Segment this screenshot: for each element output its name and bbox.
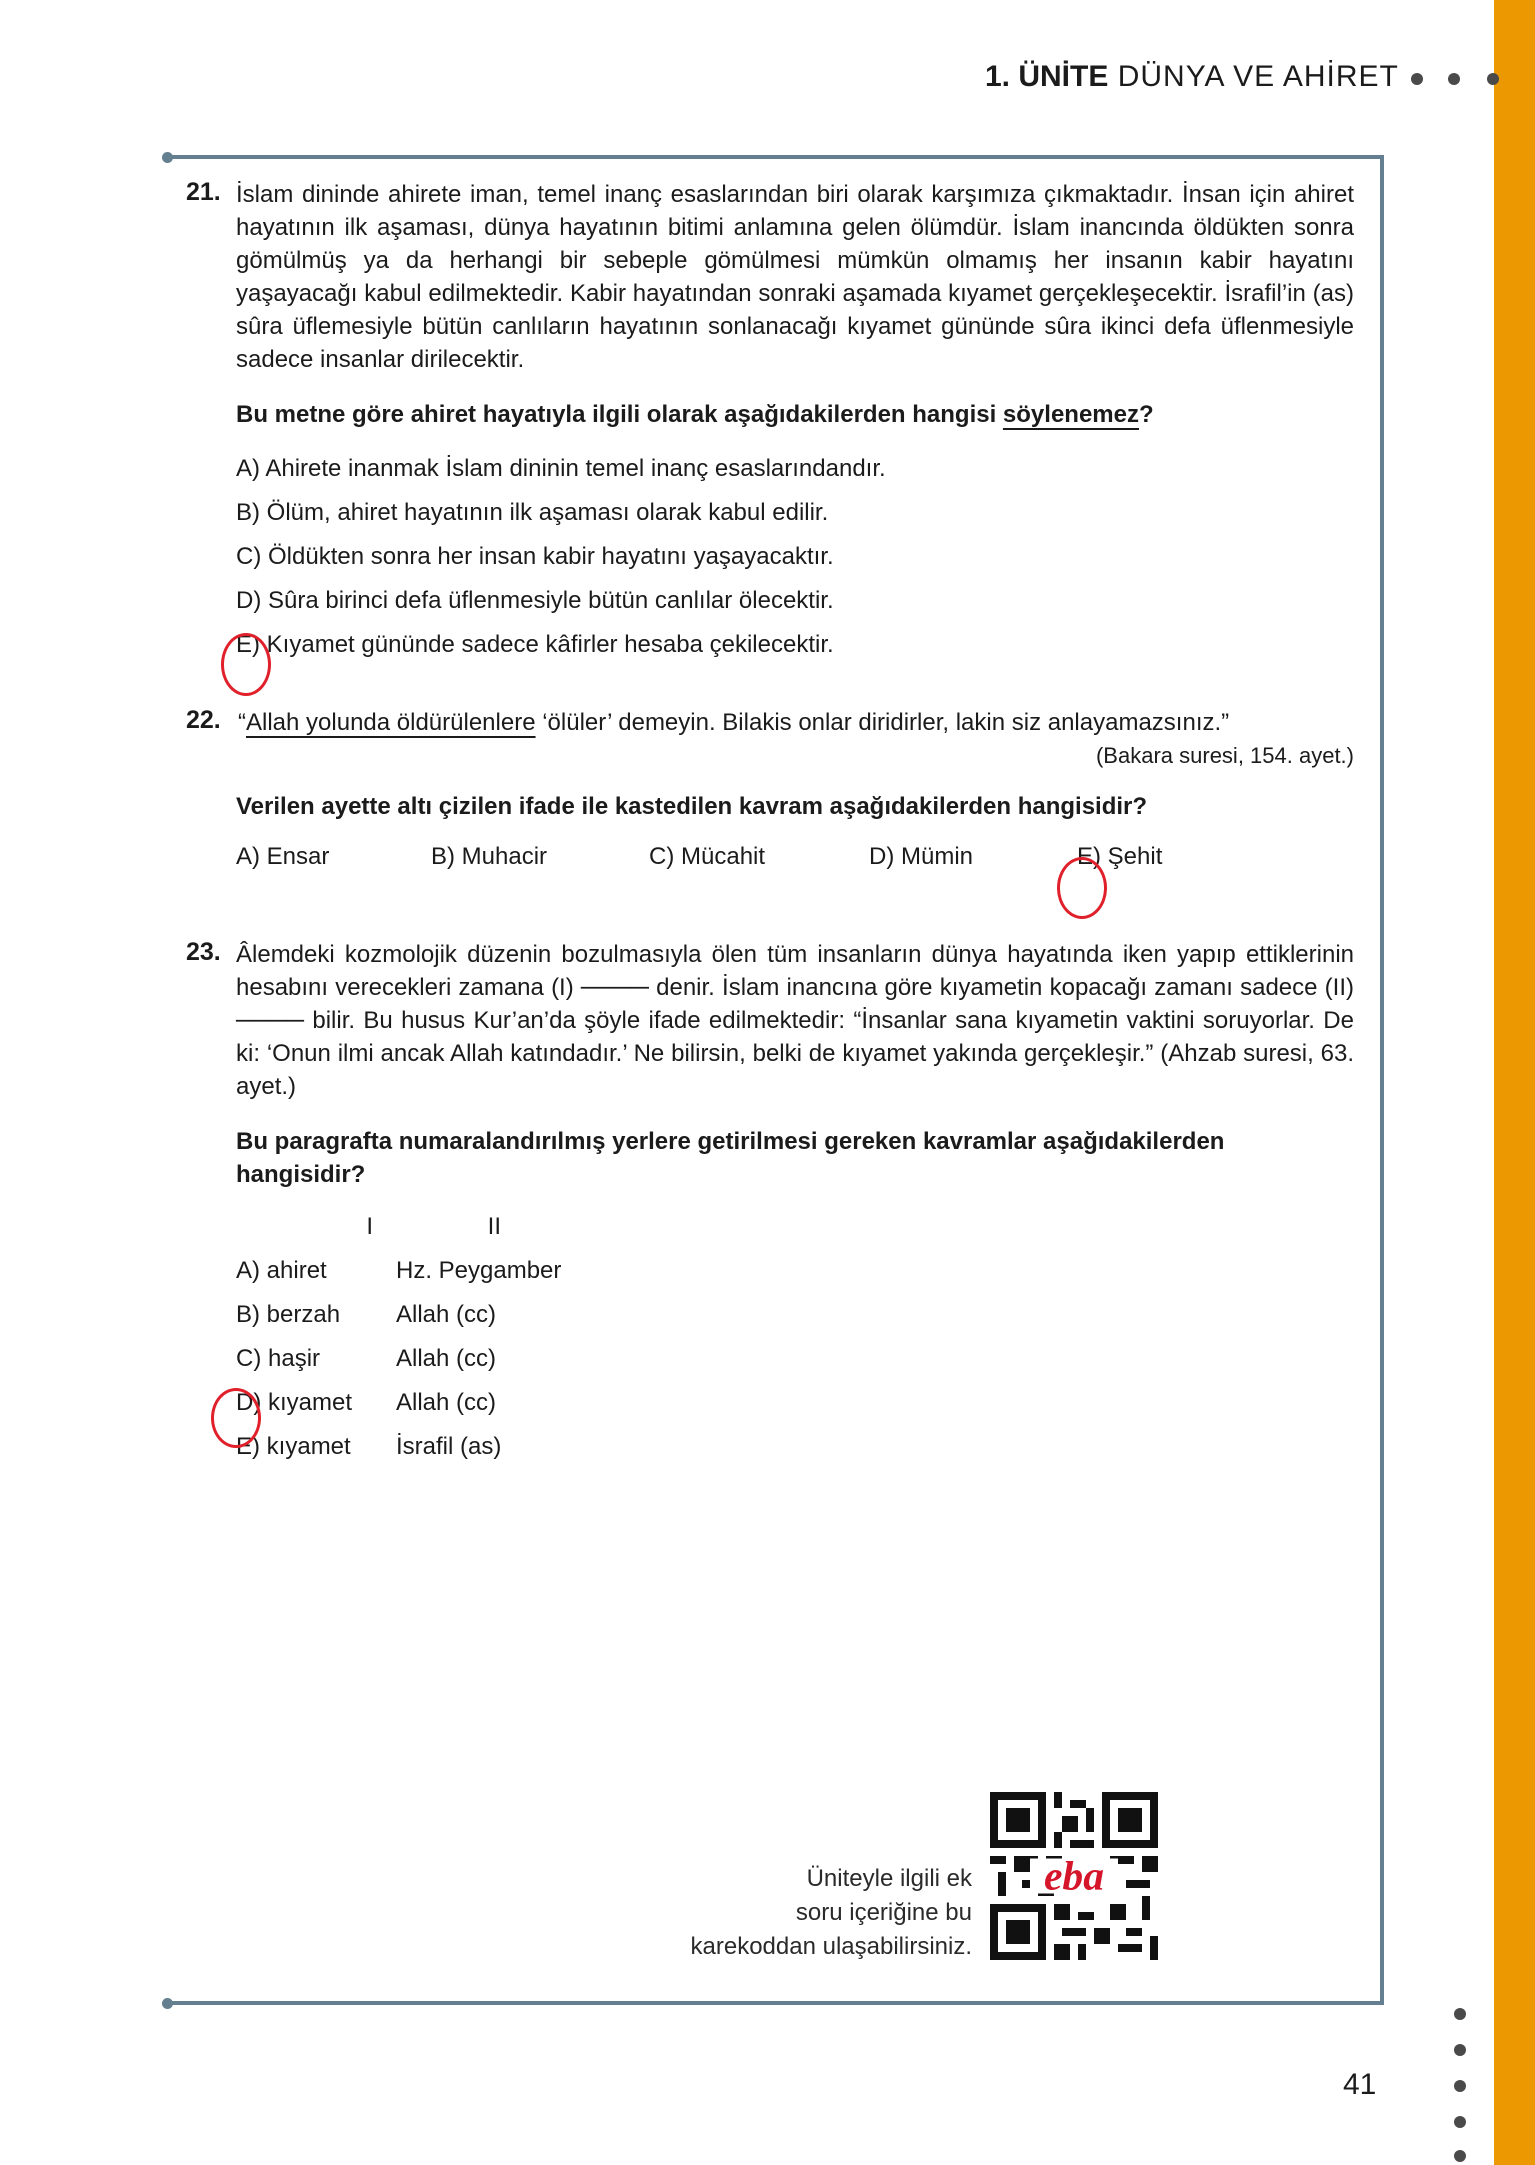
orange-side-bar — [1494, 0, 1535, 2165]
question-stem: Bu paragrafta numaralandırılmış yerlere getirilmesi gereken kavramlar aşağıdakilerden hangisidir? — [236, 1128, 1225, 1188]
question-21 — [186, 178, 1354, 667]
option-c[interactable]: C) haşir Allah (cc) — [236, 1345, 497, 1372]
question-number: 21. — [186, 178, 221, 206]
option-a[interactable]: A) ahiret Hz. Peygamber — [236, 1257, 562, 1284]
question-number: 22. — [186, 706, 221, 734]
option-b[interactable]: B) berzah Allah (cc) — [236, 1301, 497, 1328]
question-22 — [186, 706, 1354, 879]
frame-top-line — [168, 155, 1384, 159]
qr-note: Üniteyle ilgili ek soru içeriğine bu karekoddan ulaşabilirsiniz. — [690, 1865, 972, 1960]
options-table — [236, 1205, 1354, 1469]
answer-mark-circle-icon — [211, 1388, 261, 1448]
question-text: İslam dininde ahirete iman, temel inanç esaslarından biri olarak karşımıza çıkmaktadır. İnsan için ahiret hayatının ilk aşaması, dünya hayatının bitimi anlamına gelen ölümdür. İslam inancında öldükten sonra gömülmüş ya da herhangi bir sebeple gömülmesi mümkün olmamış her insanın kabir hayatını yaşayacağı kabul edilmektedir. Kabir hayatından sonraki aşamada kıyamet gerçekleşecektir. İsrafil’in (as) sûra üflemesiyle bütün canlıların hayatının sonlanacağı kıyamet gününde sûra ikinci defa üflenmesiyle sadece insanlar dirilecektir. — [236, 181, 1354, 373]
column-headers: I II — [366, 1213, 501, 1240]
frame-right-line — [1380, 155, 1384, 2005]
footer-dot-icon — [1454, 2080, 1466, 2092]
option-e[interactable]: E) Şehit — [1077, 843, 1163, 870]
option-d[interactable]: D) kıyamet Allah (cc) — [236, 1389, 497, 1416]
footer-dot-icon — [1454, 2008, 1466, 2020]
option-c[interactable]: C) Öldükten sonra her insan kabir hayatını yaşayacaktır. — [236, 543, 834, 570]
options-list — [236, 447, 1354, 667]
underlined-phrase: Allah yolunda öldürülenlere — [246, 709, 536, 736]
option-e[interactable]: E) Kıyamet gününde sadece kâfirler hesaba çekilecektir. — [236, 631, 834, 658]
option-b[interactable]: B) Ölüm, ahiret hayatının ilk aşaması olarak kabul edilir. — [236, 499, 829, 526]
header-dot-icon — [1487, 73, 1499, 85]
option-a[interactable]: A) Ensar — [236, 843, 330, 870]
option-d[interactable]: D) Mümin — [869, 843, 974, 870]
verse-source: (Bakara suresi, 154. ayet.) — [1095, 743, 1354, 768]
answer-mark-circle-icon — [1057, 857, 1107, 919]
question-stem: Bu metne göre ahiret hayatıyla ilgili olarak aşağıdakilerden hangisi söylenemez? — [236, 401, 1154, 428]
footer-dot-icon — [1454, 2116, 1466, 2128]
header-dot-icon — [1448, 73, 1460, 85]
page-number: 41 — [1343, 2068, 1377, 2101]
unit-number: 1. ÜNİTE — [985, 60, 1109, 93]
footer-dot-icon — [1454, 2044, 1466, 2056]
svg-text:eba: eba — [1043, 1852, 1105, 1899]
question-number: 23. — [186, 938, 221, 966]
answer-mark-circle-icon — [221, 633, 271, 696]
question-23 — [186, 938, 1354, 1469]
options-list — [236, 835, 1354, 879]
option-b[interactable]: B) Muhacir — [431, 843, 548, 870]
option-a[interactable]: A) Ahirete inanmak İslam dininin temel inanç esaslarındandır. — [236, 455, 886, 482]
question-text: Âlemdeki kozmolojik düzenin bozulmasıyla ölen tüm insanların dünya hayatında iken yapıp ettiklerinin hesabını verecekleri zamana (I) ──── denir. İslam inancına göre kıyametin kopacağı zamanı sadece (II) ──── bilir. Bu husus Kur’an’da şöyle ifade edilmektedir: “İnsanlar sana kıyametin vaktini soruyorlar. De ki: ‘Onun ilmi ancak Allah katındadır.’ Ne bilirsin, belki de kıyamet yakında gerçekleşir.” (Ahzab suresi, 63. ayet.) — [236, 941, 1354, 1100]
underlined-word: söylenemez — [1002, 401, 1139, 428]
unit-title: DÜNYA VE AHİRET — [1117, 60, 1399, 93]
question-stem: Verilen ayette altı çizilen ifade ile kastedilen kavram aşağıdakilerden hangisidir? — [236, 793, 1148, 820]
option-e[interactable]: E) kıyamet İsrafil (as) — [236, 1433, 502, 1460]
unit-header — [985, 60, 1399, 94]
qr-code-icon[interactable] — [990, 1792, 1158, 1960]
option-d[interactable]: D) Sûra birinci defa üflenmesiyle bütün canlılar ölecektir. — [236, 587, 834, 614]
option-c[interactable]: C) Mücahit — [649, 843, 766, 870]
footer-dot-icon — [1454, 2150, 1466, 2162]
frame-node-icon — [162, 1998, 173, 2009]
header-dot-icon — [1411, 73, 1423, 85]
frame-bottom-line — [168, 2001, 1384, 2005]
quote-text: “Allah yolunda öldürülenlere ‘ölüler’ demeyin. Bilakis onlar diridirler, lakin siz anlayamazsınız.” — [238, 709, 1230, 736]
frame-node-icon — [162, 152, 173, 163]
